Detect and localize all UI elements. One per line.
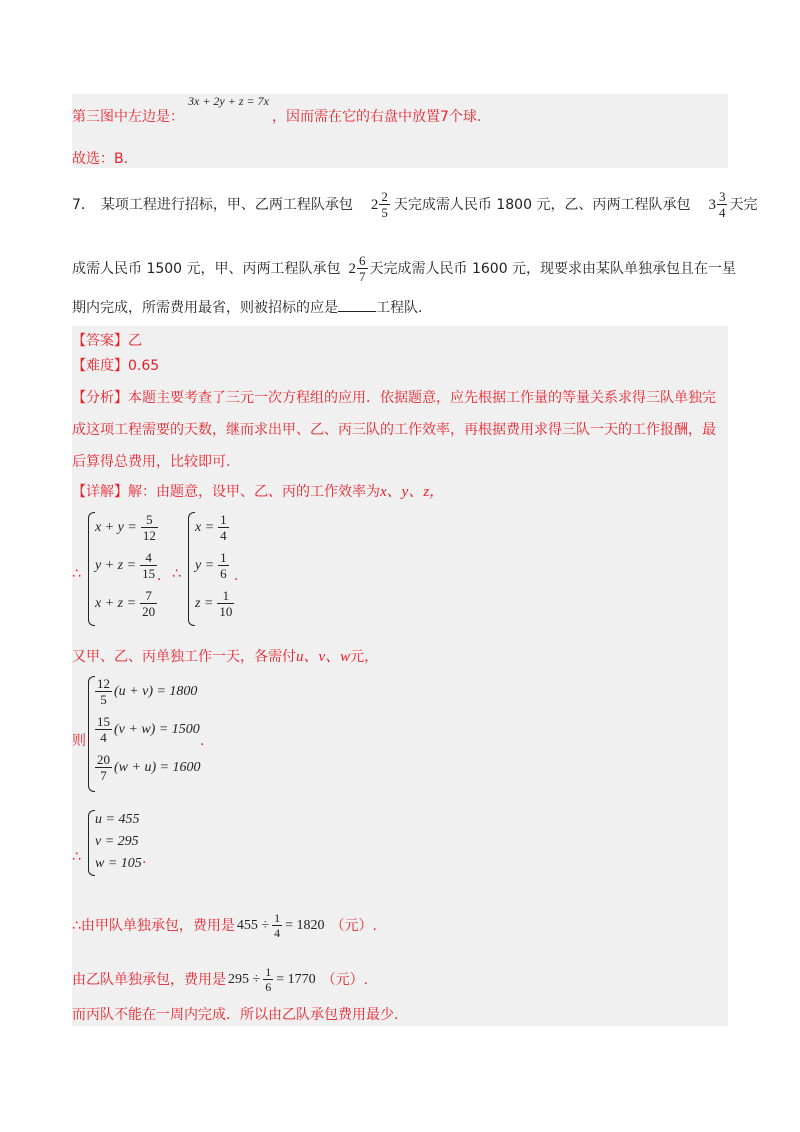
therefore-symbol-2: ∴ xyxy=(172,566,181,582)
analysis-line-1: 【分析】本题主要考查了三元一次方程组的应用．依据题意，应先根据工作量的等量关系求得三队单独完 xyxy=(72,390,716,406)
sys2-row-2: y = $\frac{1}{6}$ xyxy=(195,550,227,581)
detail-line: 【详解】解：由题意，设甲、乙、丙的工作效率为x、y、z， xyxy=(72,484,445,500)
brace-sys2 xyxy=(188,512,195,626)
sys3-end: . xyxy=(200,733,205,749)
cost-jia-line: ∴由甲队单独承包，费用是 455 ÷ $\frac{1}{4}$ = 1820 （元）. xyxy=(72,911,377,940)
solution-bg-prev xyxy=(72,94,728,168)
prev-line-2: 故选：B. xyxy=(72,151,129,167)
answer-blank xyxy=(338,299,376,312)
detail-label: 【详解】 xyxy=(72,484,128,500)
answer-value: 乙 xyxy=(128,333,142,349)
question-line-2 xyxy=(72,254,736,283)
sys3-row-1: $\frac{12}{5}$ (u + v) = 1800 xyxy=(97,676,198,707)
answer-line xyxy=(72,332,142,350)
mixed-number-1: 2 $\frac{2}{5}$ xyxy=(370,189,388,220)
detail-vars: x、y、z， xyxy=(380,484,445,500)
answer-label: 【答案】 xyxy=(72,333,128,349)
cost-yi-line: 由乙队单独承包，费用是 295 ÷ $\frac{1}{6}$ = 1770 （元）. xyxy=(72,965,369,994)
difficulty-value: 0.65 xyxy=(128,358,160,374)
analysis-line-3: 后算得总费用，比较即可. xyxy=(72,454,231,470)
sys4-row-2: v = 295 xyxy=(95,834,139,849)
brace-sys1 xyxy=(88,512,95,626)
prev-line-1-suffix: ，因而需在它的右盘中放置7个球. xyxy=(272,109,482,125)
therefore-symbol-1: ∴ xyxy=(72,566,81,582)
question-text-1: 某项工程进行招标，甲、乙两工程队承包 xyxy=(100,196,353,213)
pay-line: 又甲、乙、丙单独工作一天，各需付u、v、w元， xyxy=(72,649,379,665)
therefore-symbol-3: ∴ xyxy=(72,849,81,865)
analysis-label: 【分析】 xyxy=(72,390,128,406)
sys4-row-1: u = 455 xyxy=(95,812,140,827)
mixed-number-2: 3 $\frac{3}{4}$ xyxy=(708,189,726,220)
sys1-row-1: x + y = $\frac{5}{12}$ xyxy=(95,512,156,543)
difficulty-label: 【难度】 xyxy=(72,358,128,374)
question-line-3 xyxy=(72,299,422,317)
sys2-row-1: x = $\frac{1}{4}$ xyxy=(195,512,227,543)
brace-sys4 xyxy=(88,810,95,876)
prev-equation: 3x + 2y + z = 7x xyxy=(188,94,269,108)
prev-line-1-prefix: 第三图中左边是： xyxy=(72,109,184,125)
mixed-number-3: 2 $\frac{6}{7}$ xyxy=(348,253,366,284)
question-text-2: 天完成需人民币 1800 元，乙、丙两工程队承包 xyxy=(393,196,691,213)
sys3-row-2: $\frac{15}{4}$ (v + w) = 1500 xyxy=(97,714,200,745)
question-text-6: 期内完成，所需费用最省，则被招标的应是 xyxy=(72,300,338,316)
sys1-row-2: y + z = $\frac{4}{15}$ xyxy=(95,550,156,581)
sys1-separator: ． xyxy=(157,568,171,584)
question-text-7: 工程队. xyxy=(376,300,423,316)
question-text-5: 天完成需人民币 1600 元，现要求由某队单独承包且在一星 xyxy=(369,260,737,277)
question-line-1 xyxy=(72,190,757,219)
question-text-3: 天完 xyxy=(729,196,758,213)
difficulty-line xyxy=(72,357,159,375)
sys2-end: . xyxy=(234,568,239,584)
sys2-row-3: z = $\frac{1}{10}$ xyxy=(195,588,233,619)
brace-sys3 xyxy=(88,676,95,792)
sys4-row-3: w = 105 xyxy=(95,856,142,871)
prev-line-1 xyxy=(72,108,184,126)
sys1-row-3: x + z = $\frac{7}{20}$ xyxy=(95,588,156,619)
then-label: 则 xyxy=(72,733,86,749)
sys3-row-3: $\frac{20}{7}$ (w + u) = 1600 xyxy=(97,752,201,783)
sys4-end: . xyxy=(142,851,147,867)
analysis-line-2: 成这项工程需要的天数，继而求出甲、乙、丙三队的工作效率，再根据费用求得三队一天的工作报酬，最 xyxy=(72,422,716,438)
pay-vars: u、v、w xyxy=(296,649,351,665)
question-number: 7． xyxy=(72,196,95,213)
conclusion-line: 而丙队不能在一周内完成．所以由乙队承包费用最少. xyxy=(72,1007,399,1023)
question-text-4: 成需人民币 1500 元，甲、丙两工程队承包 xyxy=(72,260,341,277)
